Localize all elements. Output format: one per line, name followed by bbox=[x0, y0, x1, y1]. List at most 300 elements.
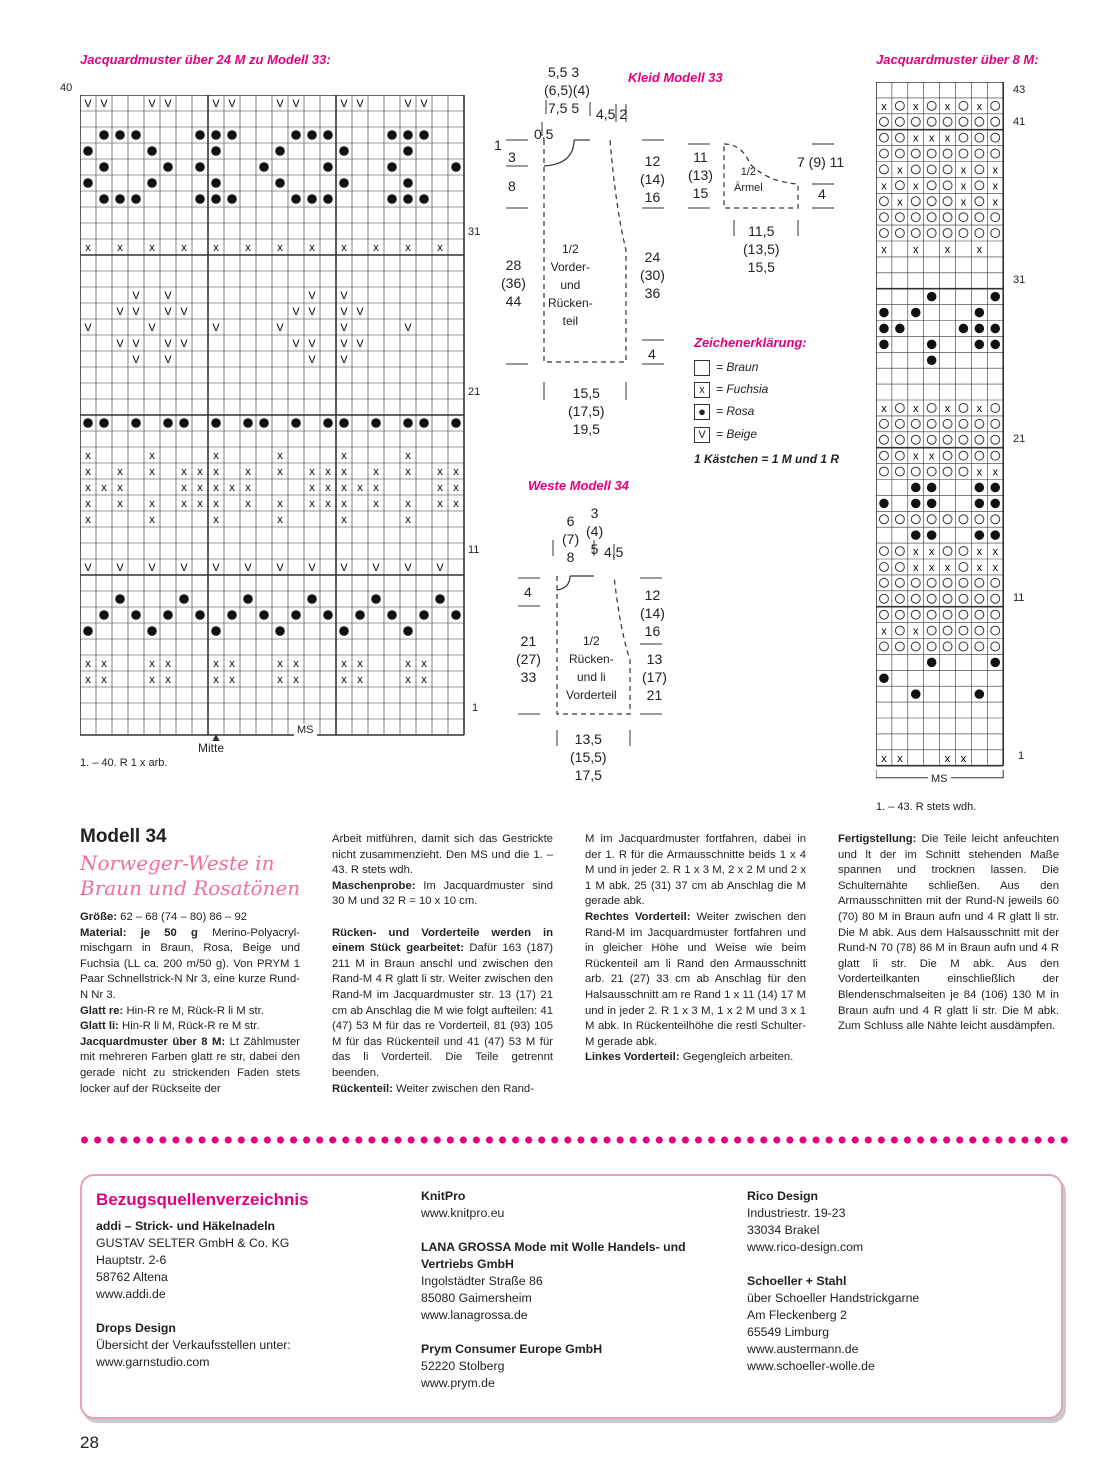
stitch-braun-marker bbox=[975, 451, 984, 460]
paragraph-text: Dafür 163 (187) 211 M in Braun anschl und zwischen den Rand-M 4 R glatt li str. Weiter zwischen den Rand-M im Jacquardmuster str. 13 (17) 21 cm ab Anschlag die M wie folgt aufteilen: 41 (47) 53 M für das re Vorderteil, 81 (93) 105 M für das Rückenteil und 41 (47) 53 M für das li Vorderteil. Die Teile getrennt beenden. bbox=[332, 942, 553, 1079]
supplier-website-link[interactable]: www.lanagrossa.de bbox=[421, 1308, 528, 1322]
stitch-rosa bbox=[163, 162, 173, 172]
legend-braun-swatch bbox=[694, 360, 710, 376]
stitch-rosa bbox=[99, 610, 109, 620]
stitch-fuchsia: x bbox=[229, 658, 235, 670]
stitch-fuchsia: x bbox=[181, 242, 187, 254]
stitch-fuchsia: x bbox=[165, 674, 171, 686]
paragraph-heading: Jacquardmuster über 8 M: bbox=[80, 1035, 226, 1048]
stitch-braun-marker bbox=[927, 229, 936, 238]
stitch-fuchsia: x bbox=[117, 498, 123, 510]
stitch-fuchsia: x bbox=[101, 674, 107, 686]
stitch-fuchsia: x bbox=[944, 100, 951, 113]
stitch-rosa bbox=[323, 610, 333, 620]
paragraph-heading: Rücken- und Vorderteile werden in einem Stück gearbeitet: bbox=[332, 926, 553, 955]
stitch-fuchsia: x bbox=[277, 242, 283, 254]
stitch-fuchsia: x bbox=[309, 498, 315, 510]
stitch-braun-marker bbox=[895, 117, 904, 126]
stitch-braun-marker bbox=[911, 515, 920, 524]
supplier-entry bbox=[421, 1188, 721, 1222]
stitch-braun-marker bbox=[991, 451, 1000, 460]
stitch-fuchsia: x bbox=[245, 466, 251, 478]
stitch-fuchsia: x bbox=[85, 466, 91, 478]
stitch-beige: V bbox=[212, 322, 220, 334]
chart2-grid bbox=[876, 82, 1004, 782]
paragraph-heading: Material: je 50 g bbox=[80, 926, 198, 939]
legend-beige bbox=[694, 427, 757, 443]
stitch-beige: V bbox=[292, 98, 300, 110]
stitch-beige: V bbox=[404, 98, 412, 110]
stitch-rosa bbox=[403, 194, 413, 204]
stitch-braun-marker bbox=[943, 467, 952, 476]
stitch-fuchsia: x bbox=[405, 242, 411, 254]
stitch-fuchsia: x bbox=[245, 242, 251, 254]
stitch-beige: V bbox=[148, 562, 156, 574]
stitch-fuchsia: x bbox=[992, 561, 998, 574]
stitch-fuchsia: x bbox=[881, 752, 887, 765]
stitch-fuchsia: x bbox=[944, 243, 951, 256]
stitch-braun-marker bbox=[879, 435, 888, 444]
stitch-fuchsia: x bbox=[85, 658, 91, 670]
stitch-rosa bbox=[879, 324, 889, 334]
stitch-braun-marker bbox=[911, 213, 920, 222]
stitch-rosa bbox=[451, 162, 461, 172]
stitch-rosa bbox=[211, 626, 221, 636]
stitch-fuchsia: x bbox=[181, 498, 187, 510]
stitch-braun-marker bbox=[879, 594, 888, 603]
article-paragraph bbox=[332, 832, 553, 879]
weste-neck2: 3 (4) 5 bbox=[586, 505, 604, 557]
stitch-braun-marker bbox=[911, 642, 920, 651]
stitch-braun-marker bbox=[927, 149, 936, 158]
chart1-grid bbox=[80, 95, 466, 741]
stitch-braun-marker bbox=[975, 435, 984, 444]
stitch-braun-marker bbox=[943, 165, 952, 174]
stitch-beige: V bbox=[212, 562, 220, 574]
stitch-rosa bbox=[355, 610, 365, 620]
stitch-braun-marker bbox=[991, 101, 1000, 110]
legend-fuchsia-swatch: x bbox=[694, 382, 710, 398]
stitch-braun-marker bbox=[927, 117, 936, 126]
stitch-braun-marker bbox=[879, 117, 888, 126]
stitch-braun-marker bbox=[895, 515, 904, 524]
stitch-fuchsia: x bbox=[181, 466, 187, 478]
stitch-rosa bbox=[195, 194, 205, 204]
stitch-rosa bbox=[307, 130, 317, 140]
stitch-braun-marker bbox=[895, 213, 904, 222]
stitch-beige: V bbox=[276, 98, 284, 110]
page-number: 28 bbox=[80, 1433, 99, 1452]
stitch-fuchsia: x bbox=[881, 402, 887, 415]
paragraph-heading: Glatt li: bbox=[80, 1020, 119, 1033]
stitch-rosa bbox=[403, 130, 413, 140]
supplier-website-link[interactable]: www.rico-design.com bbox=[747, 1240, 864, 1254]
stitch-rosa bbox=[975, 499, 985, 509]
stitch-fuchsia: x bbox=[453, 482, 459, 494]
stitch-braun-marker bbox=[943, 610, 952, 619]
stitch-braun-marker bbox=[943, 197, 952, 206]
stitch-braun-marker bbox=[975, 213, 984, 222]
stitch-braun-marker bbox=[911, 117, 920, 126]
stitch-fuchsia: x bbox=[341, 658, 347, 670]
supplier-address-line: Am Fleckenberg 2 bbox=[747, 1308, 847, 1322]
weste-neck3: 4,5 bbox=[604, 544, 624, 560]
stitch-fuchsia: x bbox=[245, 482, 251, 494]
model-subtitle-2: Braun und Rosatönen bbox=[80, 876, 301, 900]
stitch-fuchsia: x bbox=[277, 450, 283, 462]
stitch-rosa bbox=[879, 308, 889, 318]
stitch-braun-marker bbox=[927, 419, 936, 428]
stitch-braun-marker bbox=[975, 229, 984, 238]
stitch-braun-marker bbox=[991, 435, 1000, 444]
chart2-row-1: 1 bbox=[1018, 750, 1025, 762]
stitch-fuchsia: x bbox=[913, 402, 919, 415]
stitch-fuchsia: x bbox=[976, 243, 983, 256]
stitch-braun-marker bbox=[927, 435, 936, 444]
stitch-beige: V bbox=[100, 98, 108, 110]
stitch-fuchsia: x bbox=[117, 242, 123, 254]
stitch-fuchsia: x bbox=[453, 466, 459, 478]
supplier-name: addi – Strick- und Häkelnadeln bbox=[96, 1219, 276, 1233]
stitch-fuchsia: x bbox=[897, 752, 903, 765]
kleid-title: Kleid Modell 33 bbox=[628, 70, 723, 85]
stitch-rosa bbox=[179, 418, 189, 428]
stitch-rosa bbox=[131, 418, 141, 428]
stitch-braun-marker bbox=[927, 610, 936, 619]
weste-panel-label: 1/2 Rücken- und li Vorderteil bbox=[566, 634, 617, 702]
stitch-rosa bbox=[975, 689, 985, 699]
supplier-website-link[interactable]: www.prym.de bbox=[421, 1376, 495, 1390]
stitch-fuchsia: x bbox=[341, 674, 347, 686]
stitch-rosa bbox=[879, 340, 889, 350]
stitch-rosa bbox=[179, 594, 189, 604]
stitch-rosa bbox=[275, 146, 285, 156]
stitch-braun-marker bbox=[911, 467, 920, 476]
stitch-fuchsia: x bbox=[117, 482, 123, 494]
article-paragraph bbox=[585, 1050, 806, 1066]
stitch-braun-marker bbox=[879, 451, 888, 460]
stitch-fuchsia: x bbox=[213, 482, 219, 494]
stitch-rosa bbox=[387, 194, 397, 204]
stitch-rosa bbox=[403, 146, 413, 156]
paragraph-text: Weiter zwischen den Rand-M im Jacquardmuster fortfahren und in gleicher Höhe und Weise wie beim Rückenteil am li Rand den Armausschnitt arb. 21 (27) 33 cm ab Anschlag für den Halsausschnitt am re Rand 1 x 11 (14) 17 M und in jeder 2. R 1 x 3 M, 1 x 2 M und 3 x 1 M abk. In Rückenteilhöhe die restl Schulter-M gerade abk. bbox=[585, 910, 807, 1048]
stitch-rosa bbox=[243, 594, 253, 604]
legend-rosa-swatch: ● bbox=[694, 404, 710, 420]
stitch-fuchsia: x bbox=[373, 242, 379, 254]
stitch-rosa bbox=[131, 194, 141, 204]
stitch-braun-marker bbox=[959, 229, 968, 238]
article-paragraph bbox=[80, 1019, 300, 1035]
model-title: Modell 34 bbox=[80, 826, 167, 847]
stitch-beige: V bbox=[340, 290, 348, 302]
stitch-fuchsia: x bbox=[277, 674, 283, 686]
stitch-rosa bbox=[927, 355, 937, 365]
stitch-rosa bbox=[131, 130, 141, 140]
supplier-website-link[interactable]: www.austermann.de bbox=[747, 1342, 859, 1356]
stitch-fuchsia: x bbox=[897, 164, 903, 177]
stitch-braun-marker bbox=[959, 435, 968, 444]
stitch-rosa bbox=[927, 530, 937, 540]
stitch-braun-marker bbox=[927, 213, 936, 222]
stitch-rosa bbox=[99, 194, 109, 204]
stitch-fuchsia: x bbox=[992, 180, 998, 193]
stitch-braun-marker bbox=[959, 117, 968, 126]
stitch-rosa bbox=[195, 610, 205, 620]
stitch-braun-marker bbox=[975, 149, 984, 158]
stitch-rosa bbox=[879, 673, 889, 683]
stitch-braun-marker bbox=[927, 515, 936, 524]
paragraph-heading: Fertigstellung: bbox=[838, 833, 917, 845]
supplier-website-link[interactable]: www.garnstudio.com bbox=[96, 1355, 210, 1369]
stitch-beige: V bbox=[420, 98, 428, 110]
stitch-braun-marker bbox=[927, 467, 936, 476]
article-paragraph bbox=[80, 1004, 300, 1020]
stitch-braun-marker bbox=[879, 562, 888, 571]
stitch-fuchsia: x bbox=[976, 402, 983, 415]
stitch-braun-marker bbox=[895, 547, 904, 556]
stitch-braun-marker bbox=[943, 229, 952, 238]
stitch-beige: V bbox=[132, 354, 140, 366]
stitch-braun-marker bbox=[927, 197, 936, 206]
chart2-row-21: 21 bbox=[1013, 433, 1026, 445]
stitch-rosa bbox=[975, 530, 985, 540]
stitch-fuchsia: x bbox=[913, 132, 919, 145]
stitch-braun-marker bbox=[895, 610, 904, 619]
paragraph-heading: Rückenteil: bbox=[332, 1082, 393, 1095]
stitch-fuchsia: x bbox=[357, 482, 363, 494]
paragraph-text: Im Jacquardmuster sind 30 M und 32 R = 10 x 10 cm. bbox=[332, 879, 553, 908]
weste-height-right-bot: 13 (17) 21 bbox=[642, 651, 667, 703]
stitch-beige: V bbox=[116, 306, 124, 318]
stitch-fuchsia: x bbox=[357, 674, 363, 686]
stitch-rosa bbox=[227, 130, 237, 140]
stitch-rosa bbox=[163, 610, 173, 620]
supplier-entry bbox=[421, 1239, 721, 1324]
stitch-beige: V bbox=[212, 98, 220, 110]
weste-height-right-top: 12 (14) 16 bbox=[640, 587, 665, 639]
stitch-rosa bbox=[911, 308, 921, 318]
stitch-beige: V bbox=[308, 290, 316, 302]
stitch-braun-marker bbox=[943, 419, 952, 428]
supplier-name: KnitPro bbox=[421, 1189, 466, 1203]
kleid-height-right-mid: 24 (30) 36 bbox=[640, 249, 665, 301]
stitch-fuchsia: x bbox=[913, 100, 919, 113]
paragraph-text: M im Jacquardmuster fortfahren, dabei in der 1. R für die Armausschnitte beids 1 x 4 M und in jeder 2. R 1 x 3 M, 2 x 2 M und 2 x 1 M abk. 25 (31) 37 cm ab Anschlag die M gerade abk. bbox=[585, 833, 806, 908]
supplier-entry bbox=[96, 1320, 396, 1371]
dotted-divider bbox=[78, 1134, 1068, 1146]
article-paragraph bbox=[585, 832, 806, 910]
stitch-braun-marker bbox=[927, 101, 936, 110]
kleid-neck-top3: 7,5 5 bbox=[548, 100, 580, 116]
stitch-braun-marker bbox=[895, 467, 904, 476]
legend-braun bbox=[694, 360, 758, 376]
stitch-fuchsia: x bbox=[421, 674, 427, 686]
stitch-beige: V bbox=[180, 306, 188, 318]
stitch-braun-marker bbox=[895, 101, 904, 110]
stitch-fuchsia: x bbox=[245, 498, 251, 510]
stitch-braun-marker bbox=[991, 419, 1000, 428]
stitch-beige: V bbox=[340, 306, 348, 318]
stitch-fuchsia: x bbox=[101, 482, 107, 494]
supplier-address-line: Industriestr. 19-23 bbox=[747, 1206, 846, 1220]
stitch-braun-marker bbox=[895, 229, 904, 238]
legend-title: Zeichenerklärung: bbox=[694, 335, 807, 350]
stitch-fuchsia: x bbox=[277, 466, 283, 478]
stitch-beige: V bbox=[116, 338, 124, 350]
stitch-fuchsia: x bbox=[197, 466, 203, 478]
stitch-beige: V bbox=[292, 338, 300, 350]
kleid-neck-top2: (6,5)(4) bbox=[544, 82, 590, 98]
stitch-braun-marker bbox=[927, 403, 936, 412]
stitch-rosa bbox=[83, 418, 93, 428]
stitch-rosa bbox=[911, 689, 921, 699]
kleid-width: 15,5 (17,5) 19,5 bbox=[568, 385, 605, 437]
chart1-row-11: 11 bbox=[468, 544, 480, 556]
stitch-braun-marker bbox=[879, 133, 888, 142]
chart2-ms: MS bbox=[928, 773, 951, 785]
stitch-fuchsia: x bbox=[149, 514, 155, 526]
stitch-braun-marker bbox=[943, 547, 952, 556]
stitch-braun-marker bbox=[991, 642, 1000, 651]
stitch-rosa bbox=[975, 324, 985, 334]
stitch-rosa bbox=[99, 130, 109, 140]
stitch-rosa bbox=[83, 178, 93, 188]
sleeve-width: 11,5 (13,5) 15,5 bbox=[743, 223, 780, 275]
stitch-braun-marker bbox=[991, 610, 1000, 619]
stitch-braun-marker bbox=[895, 403, 904, 412]
stitch-beige: V bbox=[340, 338, 348, 350]
stitch-beige: V bbox=[148, 322, 156, 334]
stitch-rosa bbox=[83, 626, 93, 636]
stitch-rosa bbox=[147, 146, 157, 156]
article-paragraph bbox=[585, 910, 806, 1050]
stitch-braun-marker bbox=[959, 578, 968, 587]
stitch-beige: V bbox=[356, 338, 364, 350]
stitch-braun-marker bbox=[959, 467, 968, 476]
supplier-name: LANA GROSSA Mode mit Wolle Handels- und Vertriebs GmbH bbox=[421, 1240, 686, 1271]
stitch-fuchsia: x bbox=[453, 498, 459, 510]
kleid-1: 1 bbox=[494, 137, 502, 153]
stitch-braun-marker bbox=[943, 117, 952, 126]
sources-col-2 bbox=[421, 1188, 721, 1392]
stitch-braun-marker bbox=[991, 594, 1000, 603]
stitch-rosa bbox=[131, 610, 141, 620]
stitch-beige: V bbox=[84, 98, 92, 110]
stitch-fuchsia: x bbox=[405, 498, 411, 510]
stitch-fuchsia: x bbox=[213, 658, 219, 670]
sources-title: Bezugsquellenverzeichnis bbox=[96, 1190, 309, 1209]
stitch-braun-marker bbox=[959, 149, 968, 158]
stitch-fuchsia: x bbox=[341, 242, 347, 254]
stitch-fuchsia: x bbox=[913, 450, 919, 463]
paragraph-heading: Glatt re: bbox=[80, 1004, 124, 1017]
paragraph-heading: Größe: bbox=[80, 911, 118, 923]
article-paragraph bbox=[332, 879, 553, 910]
stitch-fuchsia: x bbox=[992, 466, 998, 479]
stitch-fuchsia: x bbox=[85, 514, 91, 526]
stitch-beige: V bbox=[164, 306, 172, 318]
stitch-fuchsia: x bbox=[405, 674, 411, 686]
kleid-8: 8 bbox=[508, 178, 516, 194]
kleid-height-left: 28 (36) 44 bbox=[501, 257, 526, 309]
stitch-fuchsia: x bbox=[181, 482, 187, 494]
supplier-entry bbox=[747, 1273, 1047, 1375]
chart1-row-40: 40 bbox=[60, 82, 73, 94]
stitch-fuchsia: x bbox=[976, 546, 983, 559]
stitch-rosa bbox=[243, 418, 253, 428]
stitch-braun-marker bbox=[927, 165, 936, 174]
chart1-mitte: Mitte bbox=[198, 741, 225, 755]
stitch-fuchsia: x bbox=[325, 466, 331, 478]
stitch-rosa bbox=[211, 130, 221, 140]
legend-fuchsia bbox=[694, 382, 768, 398]
stitch-beige: V bbox=[132, 290, 140, 302]
stitch-braun-marker bbox=[879, 515, 888, 524]
stitch-fuchsia: x bbox=[976, 466, 983, 479]
stitch-fuchsia: x bbox=[405, 466, 411, 478]
stitch-fuchsia: x bbox=[913, 546, 919, 559]
stitch-rosa bbox=[323, 162, 333, 172]
chart1-note: 1. – 40. R 1 x arb. bbox=[80, 757, 168, 769]
supplier-website-link[interactable]: www.knitpro.eu bbox=[421, 1206, 505, 1220]
stitch-braun-marker bbox=[991, 117, 1000, 126]
stitch-braun-marker bbox=[911, 229, 920, 238]
stitch-braun-marker bbox=[991, 578, 1000, 587]
stitch-braun-marker bbox=[991, 149, 1000, 158]
stitch-fuchsia: x bbox=[881, 243, 887, 256]
supplier-name: Drops Design bbox=[96, 1321, 176, 1335]
stitch-beige: V bbox=[132, 306, 140, 318]
stitch-fuchsia: x bbox=[928, 450, 935, 463]
stitch-beige: V bbox=[308, 306, 316, 318]
chart2-row-31: 31 bbox=[1013, 274, 1026, 286]
supplier-website-link[interactable]: www.addi.de bbox=[96, 1287, 166, 1301]
stitch-beige: V bbox=[228, 98, 236, 110]
chart1-ms: MS bbox=[294, 724, 317, 736]
stitch-beige: V bbox=[404, 562, 412, 574]
stitch-braun-marker bbox=[879, 467, 888, 476]
supplier-entry bbox=[421, 1341, 721, 1392]
stitch-braun-marker bbox=[959, 133, 968, 142]
chart1-row-21: 21 bbox=[468, 386, 481, 398]
stitch-rosa bbox=[419, 418, 429, 428]
stitch-rosa bbox=[307, 594, 317, 604]
stitch-braun-marker bbox=[943, 181, 952, 190]
stitch-fuchsia: x bbox=[405, 450, 411, 462]
stitch-rosa bbox=[990, 530, 1000, 540]
stitch-fuchsia: x bbox=[309, 482, 315, 494]
stitch-fuchsia: x bbox=[992, 196, 998, 209]
stitch-fuchsia: x bbox=[928, 561, 935, 574]
stitch-rosa bbox=[147, 626, 157, 636]
stitch-fuchsia: x bbox=[913, 243, 919, 256]
supplier-entry bbox=[96, 1218, 396, 1303]
stitch-rosa bbox=[339, 146, 349, 156]
stitch-beige: V bbox=[180, 338, 188, 350]
supplier-website-link[interactable]: www.schoeller-wolle.de bbox=[747, 1359, 875, 1373]
stitch-braun-marker bbox=[991, 213, 1000, 222]
kleid-height-right-bot: 4 bbox=[648, 346, 656, 362]
stitch-beige: V bbox=[356, 98, 364, 110]
stitch-beige: V bbox=[148, 98, 156, 110]
stitch-braun-marker bbox=[911, 149, 920, 158]
stitch-fuchsia: x bbox=[881, 180, 887, 193]
stitch-braun-marker bbox=[959, 101, 968, 110]
stitch-rosa bbox=[275, 178, 285, 188]
supplier-address-line: über Schoeller Handstrickgarne bbox=[747, 1291, 920, 1305]
stitch-fuchsia: x bbox=[85, 482, 91, 494]
stitch-rosa bbox=[147, 178, 157, 188]
